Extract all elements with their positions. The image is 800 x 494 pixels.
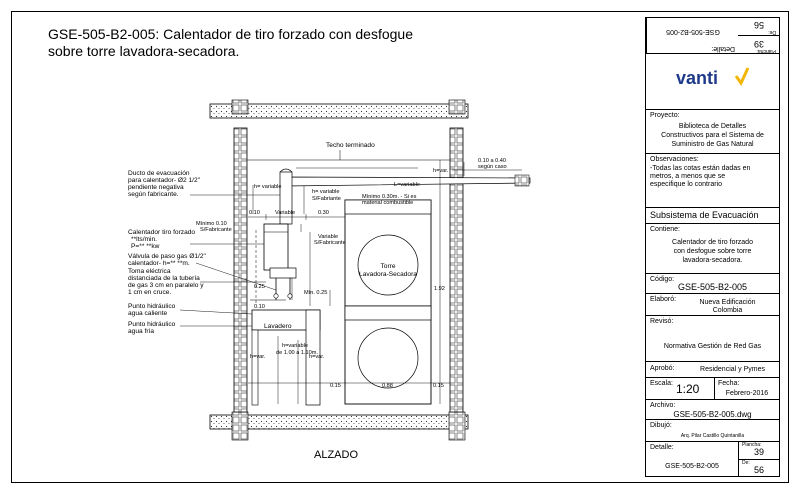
tb-contiene: Contiene: Calentador de tiro forzado con desfogue sobre torre lavadora-secadora. bbox=[646, 224, 779, 274]
forced-draft-heater bbox=[264, 224, 288, 270]
dim-h-lav-1: h=variable bbox=[282, 343, 308, 349]
sheet-title-line-1: GSE-505-B2-005: Calentador de tiro forzado con desfogue bbox=[48, 26, 414, 42]
dim-l-variable: L=variable bbox=[394, 182, 420, 188]
svg-text:agua fría: agua fría bbox=[128, 328, 155, 335]
upper-slab bbox=[210, 104, 468, 118]
svg-text:pendiente negativa: pendiente negativa bbox=[128, 184, 184, 191]
tb-observaciones: Observaciones: -Todas las cotas están dadas en metros, a menos que se especifique lo contrario bbox=[646, 154, 779, 208]
dim-0-15-b: 0.15 bbox=[433, 383, 444, 389]
callout-punto-caliente bbox=[128, 303, 176, 317]
tb-dibujo: Dibujó: Arq. Pilar Castillo Quintanilla bbox=[646, 420, 779, 442]
dim-0-88: 0.88 bbox=[382, 383, 393, 389]
dim-min-030-1: Mínimo 0.30m. - Si es bbox=[362, 194, 417, 200]
svg-text:P=** **kw: P=** **kw bbox=[131, 243, 160, 250]
svg-text:Válvula de paso gas Ø1/2": Válvula de paso gas Ø1/2" bbox=[128, 253, 206, 260]
tb-archivo: Archivo: GSE-505-B2-005.dwg bbox=[646, 400, 779, 420]
vanti-check-icon bbox=[734, 66, 750, 86]
svg-text:de gas 3 cm en paralelo y: de gas 3 cm en paralelo y bbox=[128, 282, 204, 289]
callout-ducto bbox=[128, 170, 201, 198]
dim-h-var-fab-2: S/Fabriante bbox=[312, 196, 341, 202]
svg-text:calentador- h=** **m.: calentador- h=** **m. bbox=[128, 260, 190, 267]
svg-text:Toma eléctrica: Toma eléctrica bbox=[128, 268, 171, 275]
right-wall bbox=[450, 128, 463, 412]
tb-aprobo: Aprobó: Residencial y Pymes bbox=[646, 362, 779, 378]
tb-codigo: Código: GSE-505-B2-005 bbox=[646, 274, 779, 294]
dim-0-10-a: 0.10 bbox=[249, 210, 260, 216]
svg-text:distanciada de la tubería: distanciada de la tubería bbox=[128, 275, 200, 282]
tb-proyecto: Proyecto: Biblioteca de Detalles Constructivos para el Sistema de Suministro de Gas Natural bbox=[646, 110, 779, 154]
svg-text:según fabricante.: según fabricante. bbox=[128, 191, 179, 198]
dim-h-variable: h= variable bbox=[254, 184, 282, 190]
tb-logo-cell bbox=[646, 54, 779, 110]
callout-valvula bbox=[128, 253, 207, 267]
dim-0-25: 0.25 bbox=[254, 284, 265, 290]
view-label-alzado: ALZADO bbox=[314, 449, 359, 461]
tb-detalle: Detalle: GSE-505-B2-005 Plancha: 39 De: 56 bbox=[646, 442, 779, 477]
dim-min-0-25: Mín. 0.25 bbox=[304, 290, 328, 296]
left-wall bbox=[234, 128, 247, 412]
dim-h-var-2: h=var. bbox=[250, 354, 266, 360]
vanti-logo: vanti bbox=[676, 68, 719, 88]
dim-variable: Variable bbox=[275, 210, 296, 216]
title-block bbox=[645, 17, 780, 477]
dim-0-15-a: 0.15 bbox=[330, 383, 341, 389]
dim-var-fab-1: Variable bbox=[318, 234, 339, 240]
svg-text:Calentador tiro forzado: Calentador tiro forzado bbox=[128, 229, 196, 236]
lower-slab bbox=[210, 415, 468, 429]
sheet-title-line-2: sobre torre lavadora-secadora. bbox=[48, 43, 240, 59]
svg-text:Punto hidráulico: Punto hidráulico bbox=[128, 303, 176, 310]
tb-elaboro: Elaboró: Nueva Edificación Colombia bbox=[646, 294, 779, 316]
torre-label-1: Torre bbox=[380, 263, 396, 270]
svg-text:agua caliente: agua caliente bbox=[128, 310, 168, 317]
dim-h-var-3: h=var. bbox=[309, 354, 325, 360]
dim-segun-caso: según caso bbox=[478, 164, 507, 170]
dim-0-10-c: 0.10 bbox=[254, 304, 265, 310]
dim-h-var: h=var. bbox=[433, 168, 449, 174]
tb-escala-fecha: Escala: 1:20 Fecha: Febrero-2016 bbox=[646, 378, 779, 400]
lavadero-label: Lavadero bbox=[264, 323, 292, 330]
torre-label-2: Lavadora-Secadora bbox=[359, 271, 417, 278]
tb-top-strip: Detalle: GSE-505-B2-005 Plancha: 39 De: 56 bbox=[646, 18, 779, 54]
svg-text:Punto hidráulico: Punto hidráulico bbox=[128, 321, 176, 328]
tb-reviso: Revisó: Normativa Gestión de Red Gas bbox=[646, 316, 779, 362]
callout-toma bbox=[128, 268, 204, 296]
callout-punto-fria bbox=[128, 321, 176, 335]
dim-0-30: 0.30 bbox=[318, 210, 329, 216]
callout-calentador bbox=[128, 229, 195, 250]
techo-label: Techo terminado bbox=[326, 142, 375, 149]
tb-subsistema: Subsistema de Evacuación bbox=[646, 208, 779, 224]
dim-h-lav-2: de 1.00 a 1.10m. bbox=[276, 350, 318, 356]
dim-min-010-1: Mínimo 0.10 bbox=[196, 221, 227, 227]
dim-h-var-fab-1: h= variable bbox=[312, 189, 340, 195]
svg-text:para calentador- Ø2 1/2": para calentador- Ø2 1/2" bbox=[128, 177, 200, 184]
svg-text:1 cm en cruce.: 1 cm en cruce. bbox=[128, 289, 172, 296]
dim-min-030-2: material combustible bbox=[362, 200, 414, 206]
dim-0-10-0-40: 0.10 a 0.40 bbox=[478, 158, 506, 164]
dim-min-010-2: S/Fabricante bbox=[200, 227, 232, 233]
svg-text:Ducto de evacuación: Ducto de evacuación bbox=[128, 170, 190, 177]
heater-duct-vertical bbox=[280, 172, 292, 224]
dim-1-92: 1.92 bbox=[434, 286, 445, 292]
svg-text:**lts/min.: **lts/min. bbox=[131, 236, 158, 243]
dim-var-fab-2: S/Fabricante bbox=[314, 240, 346, 246]
